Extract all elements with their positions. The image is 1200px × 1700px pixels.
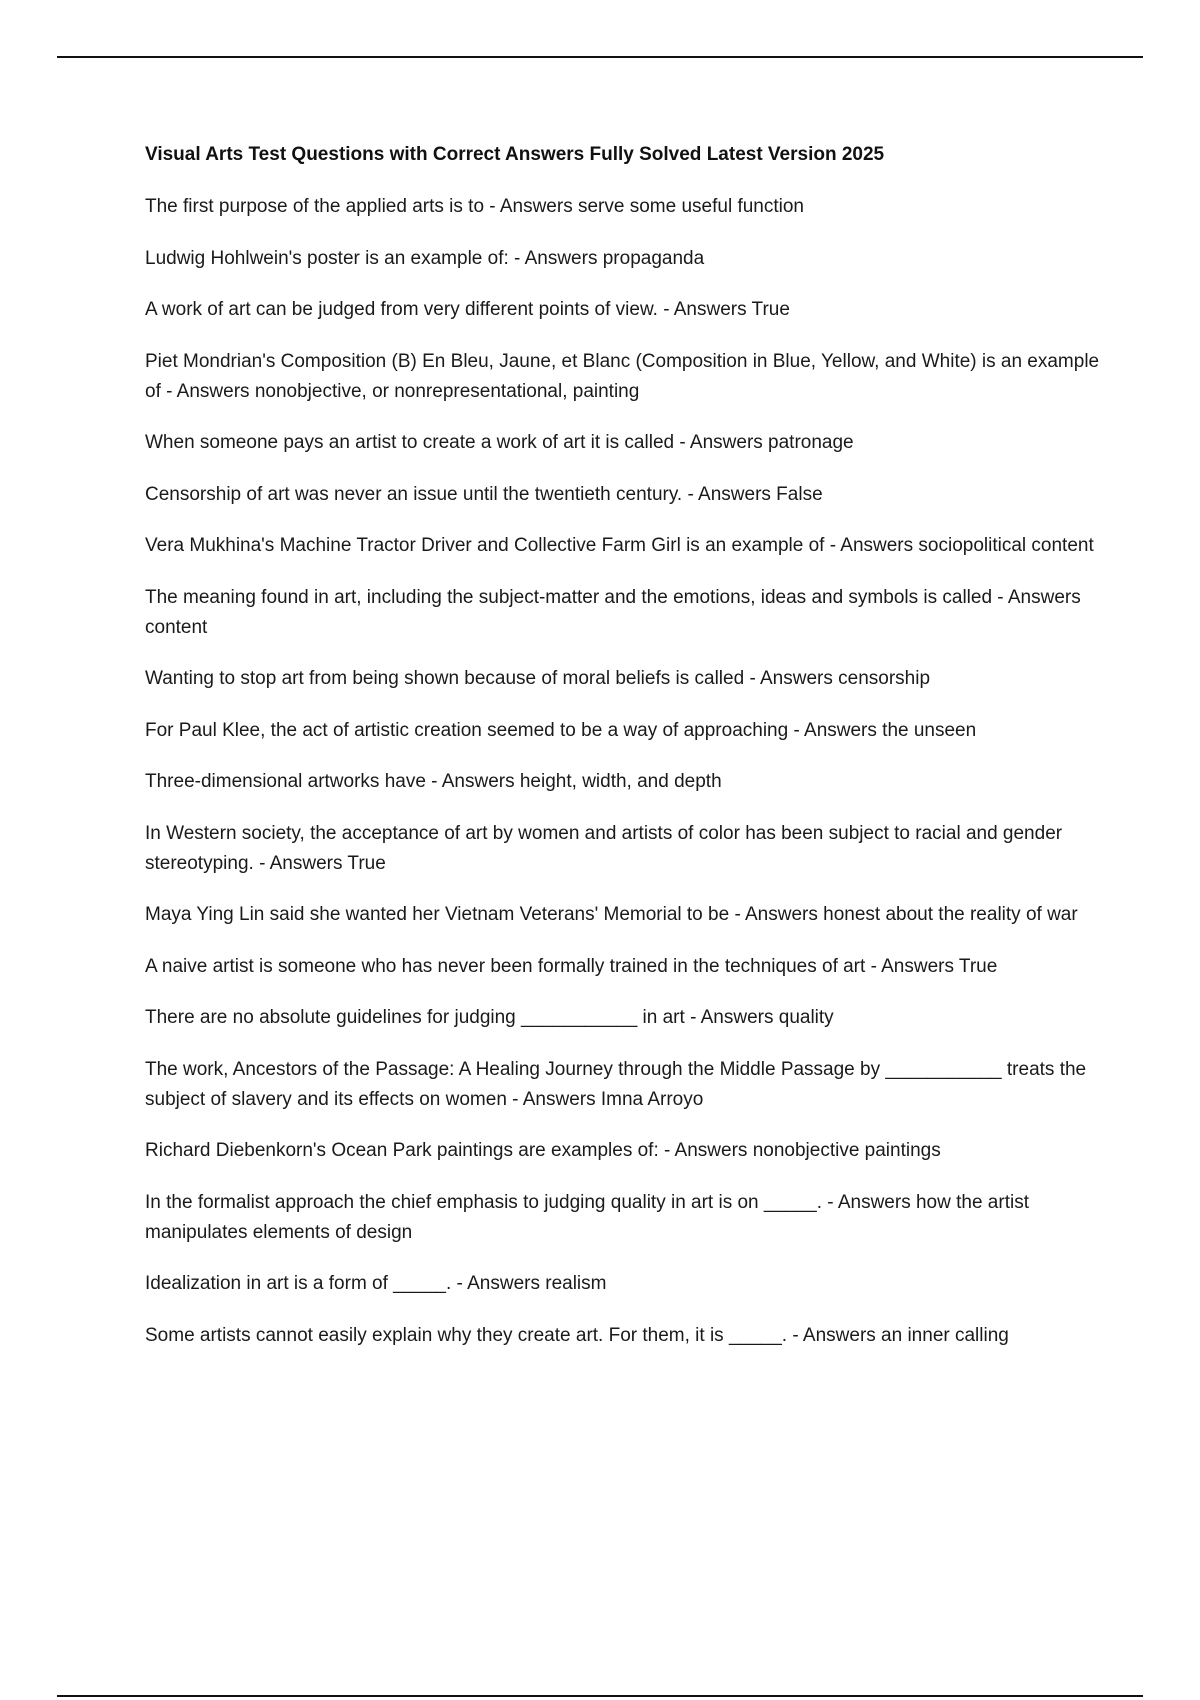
qa-item: The work, Ancestors of the Passage: A Healing Journey through the Middle Passage by ___________ treats the subject of slavery and its effects on women - Answers Imna Arroyo [145, 1058, 1087, 1110]
document-body [145, 140, 1100, 1372]
top-rule [57, 56, 1143, 58]
qa-item: Some artists cannot easily explain why they create art. For them, it is _____. - Answers an inner calling [145, 1324, 1009, 1346]
qa-item: Wanting to stop art from being shown because of moral beliefs is called - Answers censorship [145, 668, 931, 689]
qa-item: There are no absolute guidelines for judging ___________ in art - Answers quality [145, 1007, 834, 1028]
qa-item: A work of art can be judged from very different points of view. - Answers True [145, 299, 790, 320]
qa-item: Idealization in art is a form of _____. - Answers realism [145, 1273, 607, 1294]
qa-item: Three-dimensional artworks have - Answers height, width, and depth [145, 771, 722, 792]
qa-item: Vera Mukhina's Machine Tractor Driver and Collective Farm Girl is an example of - Answers sociopolitical content [145, 535, 1094, 556]
qa-item: Censorship of art was never an issue until the twentieth century. - Answers False [145, 483, 823, 505]
qa-item: For Paul Klee, the act of artistic creation seemed to be a way of approaching - Answers the unseen [145, 719, 977, 741]
qa-item: In Western society, the acceptance of art by women and artists of color has been subject to racial and gender stereotyping. - Answers True [145, 822, 1063, 874]
qa-item: A naive artist is someone who has never been formally trained in the techniques of art - Answers True [145, 955, 998, 977]
bottom-rule [57, 1695, 1143, 1697]
qa-item: Maya Ying Lin said she wanted her Vietnam Veterans' Memorial to be - Answers honest about the reality of war [145, 904, 1078, 925]
qa-item: Piet Mondrian's Composition (B) En Bleu, Jaune, et Blanc (Composition in Blue, Yellow, and White) is an example of - Answers nonobjective, or nonrepresentational, painting [145, 350, 1100, 402]
qa-item: Richard Diebenkorn's Ocean Park paintings are examples of: - Answers nonobjective paintings [145, 1140, 941, 1161]
qa-item: The meaning found in art, including the subject-matter and the emotions, ideas and symbols is called - Answers content [145, 586, 1081, 638]
qa-item: The first purpose of the applied arts is to - Answers serve some useful function [145, 196, 804, 217]
qa-item: When someone pays an artist to create a work of art it is called - Answers patronage [145, 432, 854, 453]
document-title: Visual Arts Test Questions with Correct Answers Fully Solved Latest Version 2025 [145, 144, 885, 165]
qa-item: In the formalist approach the chief emphasis to judging quality in art is on _____. - Answers how the artist manipulates elements of design [145, 1191, 1029, 1243]
qa-item: Ludwig Hohlwein's poster is an example of: - Answers propaganda [145, 247, 705, 269]
qa-list [145, 192, 1100, 1351]
